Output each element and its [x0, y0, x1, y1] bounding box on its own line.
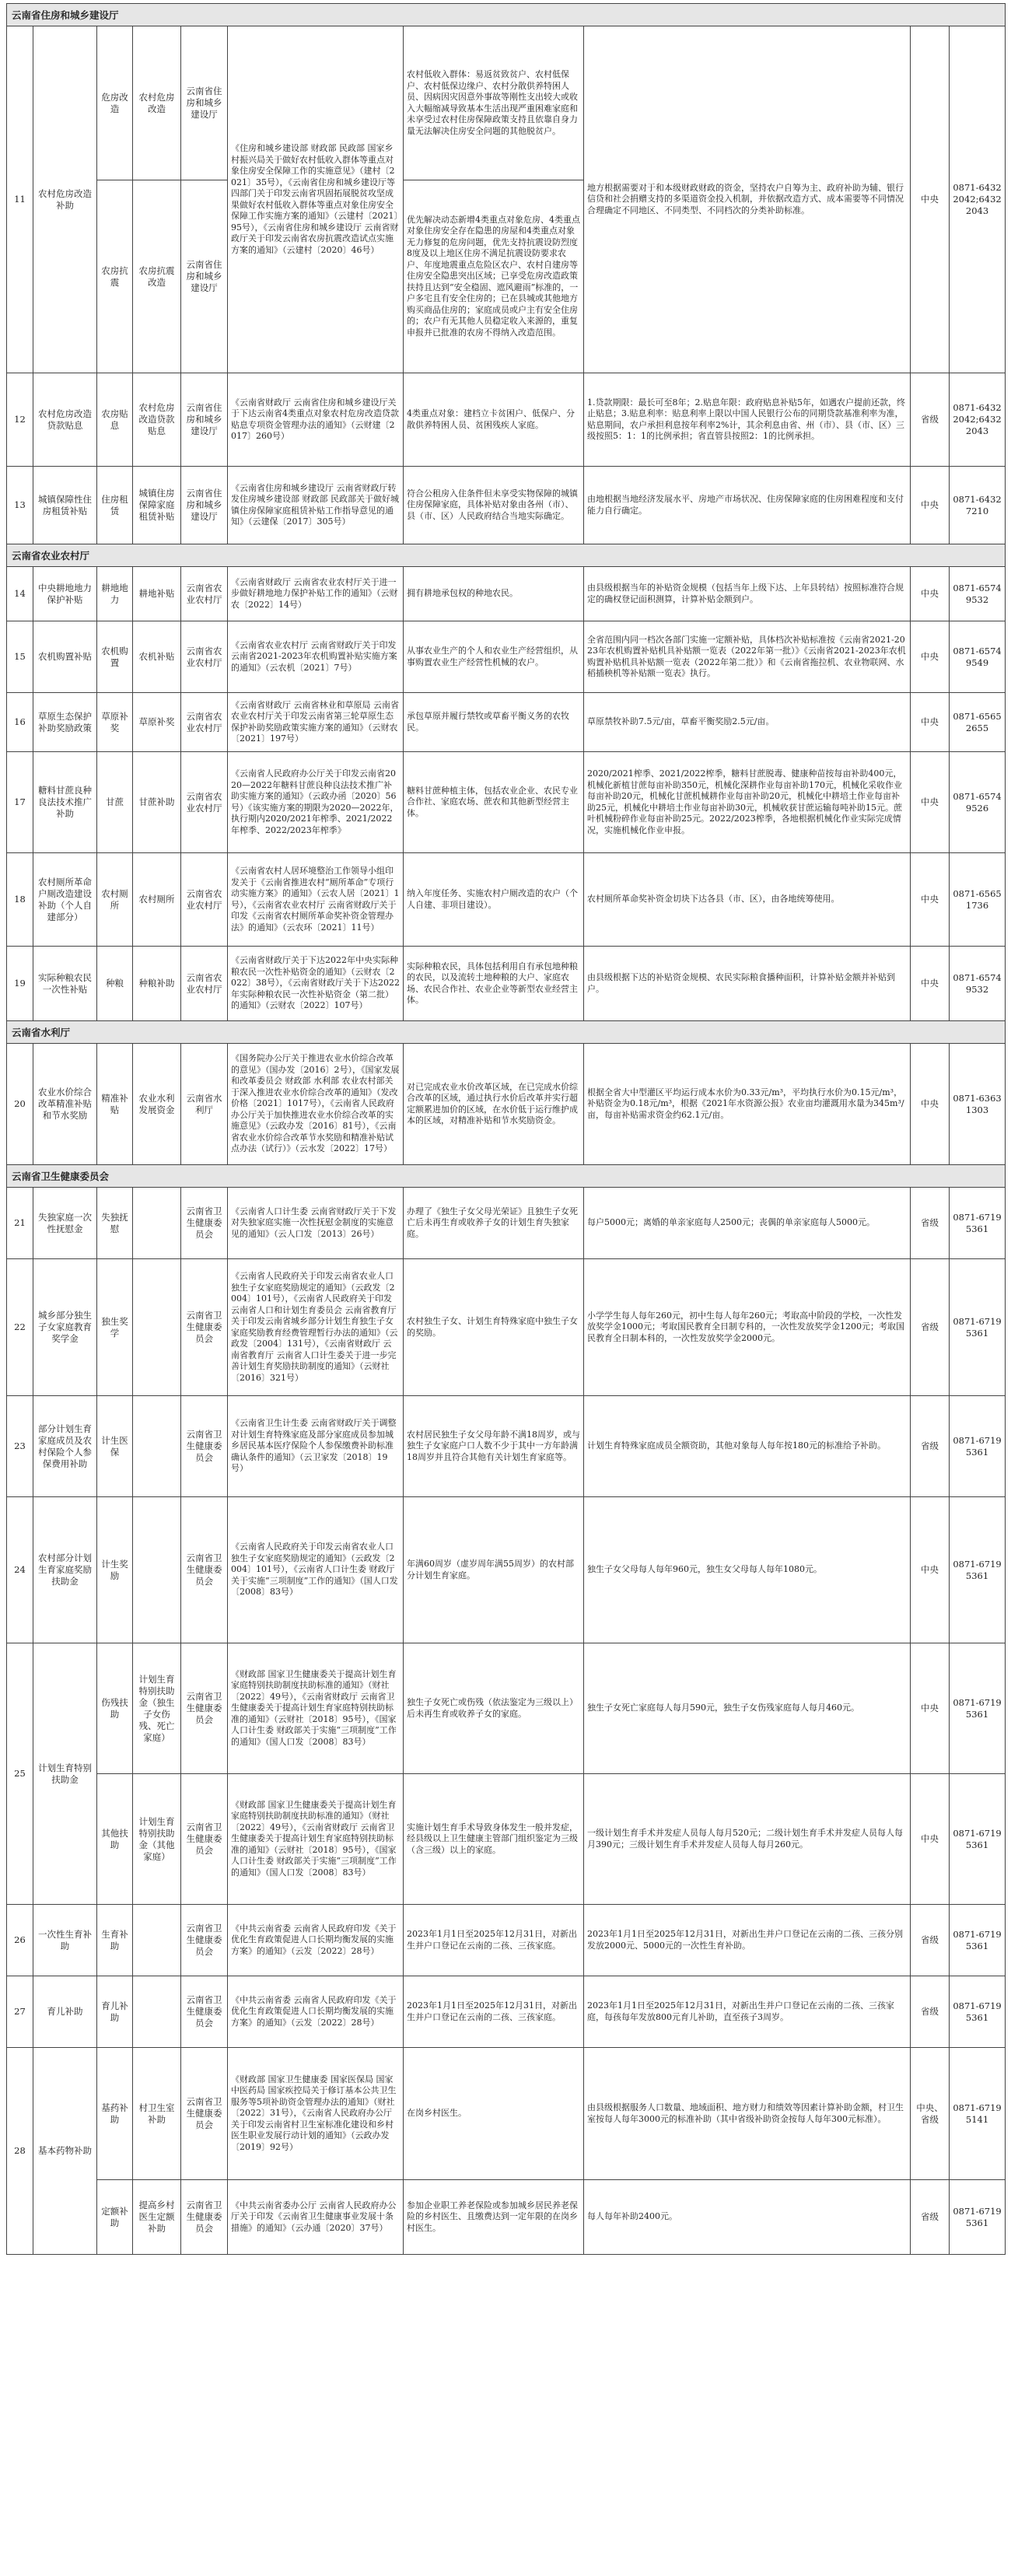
dept-header-row: [7, 544, 1006, 567]
contact-phone: 0871-67195361: [950, 1774, 1006, 1905]
sub-category: 育儿补助: [97, 1976, 133, 2048]
sub-category: 精准补贴: [97, 1044, 133, 1165]
dept-header: 云南省水利厅: [7, 1021, 1006, 1044]
contact-phone: 0871-67195361: [950, 2180, 1006, 2255]
sub-item: 计划生育特别扶助金（其他家庭）: [133, 1774, 181, 1905]
contact-phone: 0871-65651736: [950, 853, 1006, 947]
sub-category: 基药补助: [97, 2048, 133, 2180]
policy-basis: 《云南省人民政府关于印发云南省农业人口独生子女家庭奖励规定的通知》（云政发〔2004〕101号），《云南省人口计生委 财政厅关于实施“三项制度”工作的通知》（国人口发〔2008〕83号）: [228, 1497, 404, 1643]
row-number: 19: [7, 947, 33, 1021]
policy-basis: 《中共云南省委办公厅 云南省人民政府办公厅关于印发《云南省卫生健康事业发展十条措施》的通知》（云办通〔2020〕37号）: [228, 2180, 404, 2255]
sub-item: [133, 1905, 181, 1976]
department: 云南省住房和城乡建设厅: [181, 180, 228, 373]
item-name: 农机购置补贴: [33, 621, 97, 693]
contact-phone: 0871-65652655: [950, 693, 1006, 752]
department: 云南省卫生健康委员会: [181, 1774, 228, 1905]
contact-phone: 0871-67195361: [950, 1497, 1006, 1643]
table-row: [7, 1044, 1006, 1165]
target-object: 农村低收入群体：易返贫致贫户、农村低保户、农村低保边缘户、农村分散供养特困人员、因病因灾因意外事故等刚性支出较大或收入大幅缩减导致基本生活出现严重困难家庭和未享受过农村住房保障政策支持且依靠自身力量无法解决住房安全问题的其他脱贫户。: [404, 26, 584, 180]
subsidy-standard: 农村厕所革命奖补资金切块下达各县（市、区），由各地统筹使用。: [584, 853, 911, 947]
policy-basis: 《中共云南省委 云南省人民政府印发《关于优化生育政策促进人口长期均衡发展的实施方案》的通知》（云发〔2022〕28号）: [228, 1905, 404, 1976]
fund-level: 中央: [911, 693, 950, 752]
target-object: 2023年1月1日至2025年12月31日，对新出生并户口登记在云南的二孩、三孩家庭。: [404, 1976, 584, 2048]
target-object: 2023年1月1日至2025年12月31日，对新出生并户口登记在云南的二孩、三孩家庭。: [404, 1905, 584, 1976]
subsidy-standard: 小学学生每人每年260元，初中生每人每年260元；考取高中阶段的学校，一次性发放奖学金1000元；考取国民教育全日制专科的，一次性发放奖学金1200元；考取国民教育全日制本科的，一次性发放奖学金2000元。: [584, 1259, 911, 1396]
subsidy-standard: 全省范围内同一档次各部门实施一定额补贴，具体档次补贴标准按《云南省2021-2023年农机购置补贴机具补贴额一览表（2022年第一批）》《云南省2021-2023年农机购置补贴机具补贴额一览表（2022年第二批）》和《云南省拖拉机、农业物联网、水稻插秧机等补贴额一览表》执行。: [584, 621, 911, 693]
table-row: [7, 853, 1006, 947]
subsidy-standard: 2020/2021榨季、2021/2022榨季，糖料甘蔗脱毒、健康种苗按每亩补助400元，机械化新植甘蔗每亩补助350元，机械化深耕作业每亩补助170元，机械化采收作业每亩补助20元，机械化甘蔗机械耕作业每亩补助20元，机械化中耕培土作业每亩补助25元，机械化中耕培土作业每亩补助30元，机械收获甘蔗运输每吨补助15元。蔗叶机械粉碎作业每亩补助25元。2022/2023榨季，各地根据机械化作业实际完成情况，实施机械化作业申报。: [584, 752, 911, 853]
sub-category: 甘蔗: [97, 752, 133, 853]
subsidy-standard: 每户5000元；离婚的单亲家庭每人2500元；丧偶的单亲家庭每人5000元。: [584, 1188, 911, 1259]
contact-phone: 0871-67195361: [950, 1905, 1006, 1976]
target-object: 承包草原并履行禁牧或草畜平衡义务的农牧民。: [404, 693, 584, 752]
contact-phone: 0871-64327210: [950, 467, 1006, 544]
sub-item: 农村危房改造贷款贴息: [133, 373, 181, 467]
row-number: 20: [7, 1044, 33, 1165]
subsidy-standard: 根据全省大中型灌区平均运行成本水价为0.33元/m³，平均执行水价为0.15元/m³，补贴资金为0.18元/m³，根据《2021年水资源公报》农业亩均灌溉用水量为345m³/亩，每亩补贴需求资金约62.1元/亩。: [584, 1044, 911, 1165]
row-number: 14: [7, 567, 33, 621]
row-number: 26: [7, 1905, 33, 1976]
table-row: [7, 1774, 1006, 1905]
sub-item: 农业水利发展资金: [133, 1044, 181, 1165]
department: 云南省卫生健康委员会: [181, 1259, 228, 1396]
subsidy-standard: 由县级根据下达的补贴资金规模、农民实际粮食播种面积，计算补贴金额并补贴到户。: [584, 947, 911, 1021]
target-object: 农村独生子女、计划生育特殊家庭中独生子女的奖励。: [404, 1259, 584, 1396]
table-row: [7, 373, 1006, 467]
sub-item: 计划生育特别扶助金（独生子女伤残、死亡家庭）: [133, 1643, 181, 1774]
department: 云南省农业农村厅: [181, 621, 228, 693]
row-number: 16: [7, 693, 33, 752]
target-object: 对已完成农业水价改革区域，在已完成水价综合改革的区域，通过执行水价后改革并实行超定额累进加价的区域，在水价低于运行维护成本的区域，对精准补贴和节水奖励资金。: [404, 1044, 584, 1165]
policy-basis: 《云南省农村人居环境整治工作领导小组印发关于《云南省推进农村“厕所革命”专项行动实施方案》的通知》（云农人居〔2021〕1号），《云南省农业农村厅 云南省财政厅关于印发《云南省农村厕所革命奖补资金管理办法》的通知》（云农环〔2021〕11号）: [228, 853, 404, 947]
fund-level: 省级: [911, 1976, 950, 2048]
table-row: [7, 1905, 1006, 1976]
target-object: 4类重点对象：建档立卡贫困户、低保户、分散供养特困人员、贫困残疾人家庭。: [404, 373, 584, 467]
sub-item: 城镇住房保障家庭租赁补贴: [133, 467, 181, 544]
fund-level: 中央: [911, 1643, 950, 1774]
policy-basis: 《云南省卫生计生委 云南省财政厅关于调整对计划生育特殊家庭及部分家庭成员参加城乡居民基本医疗保险个人参保缴费补助标准确认条件的通知》（云卫家发〔2018〕19号）: [228, 1396, 404, 1497]
sub-category: 农房抗震: [97, 180, 133, 373]
sub-category: 独生奖学: [97, 1259, 133, 1396]
target-object: 符合公租房入住条件但未享受实物保障的城镇住房保障家庭，具体补贴对象由各州（市）、县（市、区）人民政府结合当地实际确定。: [404, 467, 584, 544]
contact-phone: 0871-63631303: [950, 1044, 1006, 1165]
sub-item: 村卫生室补助: [133, 2048, 181, 2180]
contact-phone: 0871-67195361: [950, 1259, 1006, 1396]
subsidy-standard: 由地根据当地经济发展水平、房地产市场状况、住房保障家庭的住房困难程度和支付能力自行确定。: [584, 467, 911, 544]
target-object: 实际种粮农民，具体包括利用自有承包地种粮的农民，以及流转土地种粮的大户、家庭农场、农民合作社、农业企业等新型农业经营主体。: [404, 947, 584, 1021]
policy-basis: 《云南省人口计生委 云南省财政厅关于下发对失独家庭实施一次性抚慰金制度的实施意见的通知》（云人口发〔2013〕26号）: [228, 1188, 404, 1259]
dept-header-row: [7, 1165, 1006, 1188]
table-row: [7, 752, 1006, 853]
department: 云南省卫生健康委员会: [181, 1188, 228, 1259]
sub-category: 计生医保: [97, 1396, 133, 1497]
table-row: [7, 1643, 1006, 1774]
item-name: 中央耕地地力保护补贴: [33, 567, 97, 621]
table-row: [7, 1259, 1006, 1396]
dept-header: 云南省农业农村厅: [7, 544, 1006, 567]
item-name: 实际种粮农民一次性补贴: [33, 947, 97, 1021]
row-number: 22: [7, 1259, 33, 1396]
table-row: [7, 467, 1006, 544]
target-object: 拥有耕地承包权的种地农民。: [404, 567, 584, 621]
sub-item: 农房抗震改造: [133, 180, 181, 373]
fund-level: 中央: [911, 621, 950, 693]
item-name: 育儿补助: [33, 1976, 97, 2048]
row-number: 28: [7, 2048, 33, 2255]
sub-item: [133, 1497, 181, 1643]
department: 云南省住房和城乡建设厅: [181, 373, 228, 467]
contact-phone: 0871-64322042;64322043: [950, 373, 1006, 467]
row-number: 17: [7, 752, 33, 853]
table-row: [7, 947, 1006, 1021]
subsidy-standard: 1.贷款期限：最长可至8年；2.贴息年限：政府贴息补贴5年，如遇农户提前还款，终止贴息；3.贴息利率：贴息利率上限以中国人民银行公布的同期贷款基准利率为准，贴息期间，农户承担利息按年利率2%计，其余利息由省、州（市）、县（市、区）三级按照5：1：1的比例承担；省直管县按照2：1的比例承担。: [584, 373, 911, 467]
contact-phone: 0871-67195141: [950, 2048, 1006, 2180]
sub-category: 危房改造: [97, 26, 133, 180]
sub-category: 住房租赁: [97, 467, 133, 544]
fund-level: 中央: [911, 1774, 950, 1905]
row-number: 15: [7, 621, 33, 693]
department: 云南省水利厅: [181, 1044, 228, 1165]
table-row: [7, 693, 1006, 752]
target-object: 糖料甘蔗种植主体，包括农业企业、农民专业合作社、家庭农场、蔗农和其他新型经营主体。: [404, 752, 584, 853]
sub-category: 农机购置: [97, 621, 133, 693]
policy-table-wrapper: [6, 3, 1005, 2255]
subsidy-standard: 计划生育特殊家庭成员全额资助，其他对象每人每年按180元的标准给予补助。: [584, 1396, 911, 1497]
department: 云南省住房和城乡建设厅: [181, 26, 228, 180]
fund-level: 中央: [911, 1044, 950, 1165]
table-row: [7, 2048, 1006, 2180]
row-number: 25: [7, 1643, 33, 1905]
sub-category: 种粮: [97, 947, 133, 1021]
table-row: [7, 26, 1006, 180]
department: 云南省农业农村厅: [181, 567, 228, 621]
sub-item: 耕地补贴: [133, 567, 181, 621]
fund-level: 中央: [911, 567, 950, 621]
target-object: 在岗乡村医生。: [404, 2048, 584, 2180]
sub-category: 农村厕所: [97, 853, 133, 947]
policy-basis: 《财政部 国家卫生健康委关于提高计划生育家庭特别扶助制度扶助标准的通知》（财社〔2022〕49号），《云南省财政厅 云南省卫生健康委关于提高计划生育家庭特别扶助标准的通知》（云财社〔2018〕95号），《国家人口计生委 财政部关于实施“三项制度”工作的通知》（国人口发〔2008〕83号）: [228, 1774, 404, 1905]
contact-phone: 0871-64322042;64322043: [950, 26, 1006, 373]
sub-item: [133, 1396, 181, 1497]
sub-item: [133, 1259, 181, 1396]
sub-item: 草原补奖: [133, 693, 181, 752]
target-object: 从事农业生产的个人和农业生产经营组织，从事购置农业生产经营性机械的农户。: [404, 621, 584, 693]
contact-phone: 0871-67195361: [950, 1643, 1006, 1774]
fund-level: 中央、省级: [911, 2048, 950, 2180]
fund-level: 中央: [911, 26, 950, 373]
policy-basis: 《云南省财政厅关于下达2022年中央实际种粮农民一次性补贴资金的通知》（云财农〔2022〕38号），《云南省财政厅关于下达2022年实际种粮农民一次性补贴资金（第二批）的通知》（云财农〔2022〕107号）: [228, 947, 404, 1021]
contact-phone: 0871-67195361: [950, 1396, 1006, 1497]
table-row: [7, 1976, 1006, 2048]
fund-level: 省级: [911, 2180, 950, 2255]
item-name: 农业水价综合改革精准补贴和节水奖励: [33, 1044, 97, 1165]
sub-category: 计生奖励: [97, 1497, 133, 1643]
sub-category: 失独抚慰: [97, 1188, 133, 1259]
department: 云南省卫生健康委员会: [181, 2048, 228, 2180]
policy-basis: 《云南省人民政府办公厅关于印发云南省2020—2022年糖料甘蔗良种良法技术推广补助实施方案的通知》（云政办函〔2020〕56号）《该实施方案的期限为2020—2022年，执行期内2020/2021年榨季、2021/2022年榨季、2022/2023年榨季》: [228, 752, 404, 853]
sub-item: 农村厕所: [133, 853, 181, 947]
table-row: [7, 1396, 1006, 1497]
contact-phone: 0871-65749532: [950, 947, 1006, 1021]
sub-item: [133, 1976, 181, 2048]
fund-level: 中央: [911, 947, 950, 1021]
sub-item: 种粮补助: [133, 947, 181, 1021]
contact-phone: 0871-65749532: [950, 567, 1006, 621]
policy-basis: 《国务院办公厅关于推进农业水价综合改革的意见》（国办发〔2016〕2号），《国家发展和改革委员会 财政部 水利部 农业农村部关于深入推进农业水价综合改革的通知》（发改价格〔2021〕1017号），《云南省人民政府办公厅关于加快推进农业水价综合改革的实施意见》（云政办发〔2016〕81号），《云南省农业水价综合改革节水奖励和精准补贴试点办法（试行）》（云水发〔2022〕17号）: [228, 1044, 404, 1165]
item-name: 农村危房改造贷款贴息: [33, 373, 97, 467]
item-name: 农村厕所革命户厕改造建设补助（个人自建部分）: [33, 853, 97, 947]
dept-header: 云南省住房和城乡建设厅: [7, 4, 1006, 26]
item-name: 失独家庭一次性抚慰金: [33, 1188, 97, 1259]
sub-category: 其他扶助: [97, 1774, 133, 1905]
row-number: 13: [7, 467, 33, 544]
fund-level: 中央: [911, 1497, 950, 1643]
department: 云南省卫生健康委员会: [181, 2180, 228, 2255]
target-object: 优先解决动态新增4类重点对象危房、4类重点对象住房安全存在隐患的房屋和4类重点对象无力修复的危房问题，优先支持抗震设防烈度8度及以上地区住房不满足抗震设防要求农户、年度地震重点危险区农户、农村自建房等住房安全隐患突出区域；已享受危房改造政策扶持且达到“安全稳固、遮风避雨”标准的，一户多宅且有安全住房的；已在县城或其他地方购买商品住房的；家庭成员或户主有安全住房的；农户有无其他人员稳定收入来源的，重复申报并已批准的农房不得纳入改造范围。: [404, 180, 584, 373]
item-name: 农村部分计划生育家庭奖励扶助金: [33, 1497, 97, 1643]
fund-level: 省级: [911, 373, 950, 467]
department: 云南省卫生健康委员会: [181, 1643, 228, 1774]
item-name: 草原生态保护补助奖励政策: [33, 693, 97, 752]
table-row: [7, 1188, 1006, 1259]
department: 云南省农业农村厅: [181, 853, 228, 947]
dept-header: 云南省卫生健康委员会: [7, 1165, 1006, 1188]
subsidy-standard: 地方根据需要对于和本级财政财政的资金，坚持农户自筹为主、政府补助为辅、银行信贷和社会捐赠支持的多渠道资金投入机制，并依据改造方式、成本需要等不同情况合理确定不同地区、不同类型、不同档次的分类补助标准。: [584, 26, 911, 373]
subsidy-policy-table: [6, 3, 1006, 2255]
contact-phone: 0871-67195361: [950, 1976, 1006, 2048]
row-number: 21: [7, 1188, 33, 1259]
table-row: [7, 1497, 1006, 1643]
department: 云南省农业农村厅: [181, 947, 228, 1021]
target-object: 办理了《独生子女父母光荣证》且独生子女死亡后未再生育或收养子女的计划生育失独家庭。: [404, 1188, 584, 1259]
row-number: 27: [7, 1976, 33, 2048]
fund-level: 中央: [911, 752, 950, 853]
fund-level: 省级: [911, 1396, 950, 1497]
target-object: 参加企业职工养老保险或参加城乡居民养老保险的乡村医生、且缴费达到一定年限的在岗乡村医生。: [404, 2180, 584, 2255]
sub-item: 农村危房改造: [133, 26, 181, 180]
table-row: [7, 567, 1006, 621]
department: 云南省卫生健康委员会: [181, 1497, 228, 1643]
item-name: 一次性生育补助: [33, 1905, 97, 1976]
subsidy-standard: 草原禁牧补助7.5元/亩，草畜平衡奖励2.5元/亩。: [584, 693, 911, 752]
target-object: 实施计划生育手术导致身体发生一般并发症，经县级以上卫生健康主管部门组织鉴定为三级（含三级）以上的家庭。: [404, 1774, 584, 1905]
dept-header-row: [7, 1021, 1006, 1044]
policy-basis: 《财政部 国家卫生健康委 国家医保局 国家中医药局 国家疾控局关于修订基本公共卫生服务等5项补助资金管理办法的通知》（财社〔2022〕31号），《云南省人民政府办公厅关于印发云南省村卫生室标准化建设和乡村医生职业发展行动计划的通知》（云政办发〔2019〕92号）: [228, 2048, 404, 2180]
table-row: [7, 2180, 1006, 2255]
row-number: 11: [7, 26, 33, 373]
contact-phone: 0871-65749549: [950, 621, 1006, 693]
fund-level: 省级: [911, 1188, 950, 1259]
contact-phone: 0871-67195361: [950, 1188, 1006, 1259]
item-name: 城乡部分独生子女家庭教育奖学金: [33, 1259, 97, 1396]
row-number: 12: [7, 373, 33, 467]
item-name: 农村危房改造补助: [33, 26, 97, 373]
fund-level: 省级: [911, 1905, 950, 1976]
dept-header-row: [7, 4, 1006, 26]
subsidy-standard: 2023年1月1日至2025年12月31日，对新出生并户口登记在云南的二孩、三孩分别发放2000元、5000元的一次性生育补助。: [584, 1905, 911, 1976]
subsidy-standard: 独生子女父母每人每年960元，独生女父母每人每年1080元。: [584, 1497, 911, 1643]
subsidy-standard: 2023年1月1日至2025年12月31日，对新出生并户口登记在云南的二孩、三孩家庭，每孩每年发放800元育儿补助，直至孩子3周岁。: [584, 1976, 911, 2048]
policy-basis: 《住房和城乡建设部 财政部 民政部 国家乡村振兴局关于做好农村低收入群体等重点对象住房安全保障工作的实施意见》（建村〔2021〕35号），《云南省住房和城乡建设厅等四部门关于印发云南省巩固拓展脱贫攻坚成果做好农村低收入群体等重点对象住房安全保障工作实施方案的通知》（云建村〔2021〕95号），《云南省住房和城乡建设厅 云南省财政厅关于印发云南省农房抗震改造试点实施方案的通知》（云建村〔2020〕46号）: [228, 26, 404, 373]
sub-category: 耕地地力: [97, 567, 133, 621]
sub-item: [133, 1188, 181, 1259]
policy-basis: 《云南省农业农村厅 云南省财政厅关于印发云南省2021-2023年农机购置补贴实施方案的通知》（云农机〔2021〕7号）: [228, 621, 404, 693]
target-object: 年满60周岁（虚岁周年满55周岁）的农村部分计划生育家庭。: [404, 1497, 584, 1643]
policy-basis: 《云南省人民政府关于印发云南省农业人口独生子女家庭奖励规定的通知》（云政发〔2004〕101号），《云南省人民政府关于印发云南省人口和计划生育委员会 云南省教育厅关于印发云南省城乡部分计划生育独生子女家庭奖励教育经费管理暂行办法的通知》（云政发〔2004〕131号），《云南省财政厅 云南省教育厅 云南省人口计生委关于进一步完善计划生育奖励扶助制度的通知》（云财社〔2016〕321号）: [228, 1259, 404, 1396]
row-number: 24: [7, 1497, 33, 1643]
department: 云南省农业农村厅: [181, 693, 228, 752]
policy-basis: 《云南省住房和城乡建设厅 云南省财政厅转发住房城乡建设部 财政部 民政部关于做好城镇住房保障家庭租赁补贴工作指导意见的通知》（云建保〔2017〕305号）: [228, 467, 404, 544]
target-object: 独生子女死亡或伤残（依法鉴定为三级以上）后未再生育或收养子女的家庭。: [404, 1643, 584, 1774]
department: 云南省卫生健康委员会: [181, 1976, 228, 2048]
target-object: 农村居民独生子女父母年龄不满18周岁，或与独生子女家庭户口人数不少于其中一方年龄满18周岁并且符合其他有关计划生育家庭等。: [404, 1396, 584, 1497]
sub-category: 农房贴息: [97, 373, 133, 467]
sub-item: 甘蔗补助: [133, 752, 181, 853]
sub-item: 农机补贴: [133, 621, 181, 693]
fund-level: 省级: [911, 1259, 950, 1396]
policy-basis: 《云南省财政厅 云南省住房和城乡建设厅关于下达云南省4类重点对象农村危房改造贷款贴息专项资金管理办法的通知》（云财建〔2017〕260号）: [228, 373, 404, 467]
department: 云南省卫生健康委员会: [181, 1905, 228, 1976]
contact-phone: 0871-65749526: [950, 752, 1006, 853]
target-object: 纳入年度任务、实施农村户厕改造的农户（个人自建、非项目建设）。: [404, 853, 584, 947]
item-name: 糖料甘蔗良种良法技术推广补助: [33, 752, 97, 853]
subsidy-standard: 由县级根据当年的补贴资金规模（包括当年上级下达、上年县转结）按照标准符合规定的确权登记面积测算，计算补贴金额到户。: [584, 567, 911, 621]
item-name: 计划生育特别扶助金: [33, 1643, 97, 1905]
sub-category: 生育补助: [97, 1905, 133, 1976]
table-row: [7, 621, 1006, 693]
row-number: 23: [7, 1396, 33, 1497]
item-name: 城镇保障性住房租赁补贴: [33, 467, 97, 544]
fund-level: 中央: [911, 853, 950, 947]
policy-basis: 《云南省财政厅 云南省农业农村厅关于进一步做好耕地地力保护补贴工作的通知》（云财农〔2022〕14号）: [228, 567, 404, 621]
fund-level: 中央: [911, 467, 950, 544]
subsidy-standard: 独生子女死亡家庭每人每月590元，独生子女伤残家庭每人每月460元。: [584, 1643, 911, 1774]
policy-basis: 《财政部 国家卫生健康委关于提高计划生育家庭特别扶助制度扶助标准的通知》（财社〔2022〕49号），《云南省财政厅 云南省卫生健康委关于提高计划生育家庭特别扶助标准的通知》（云财社〔2018〕95号），《国家人口计生委 财政部关于实施“三项制度”工作的通知》（国人口发〔2008〕83号）: [228, 1643, 404, 1774]
subsidy-standard: 一级计划生育手术并发症人员每人每月520元；二级计划生育手术并发症人员每人每月390元；三级计划生育手术并发症人员每人每月260元。: [584, 1774, 911, 1905]
sub-category: 伤残扶助: [97, 1643, 133, 1774]
department: 云南省农业农村厅: [181, 752, 228, 853]
department: 云南省住房和城乡建设厅: [181, 467, 228, 544]
sub-category: 草原补奖: [97, 693, 133, 752]
department: 云南省卫生健康委员会: [181, 1396, 228, 1497]
row-number: 18: [7, 853, 33, 947]
policy-basis: 《中共云南省委 云南省人民政府印发《关于优化生育政策促进人口长期均衡发展的实施方案》的通知》（云发〔2022〕28号）: [228, 1976, 404, 2048]
subsidy-standard: 每人每年补助2400元。: [584, 2180, 911, 2255]
item-name: 基本药物补助: [33, 2048, 97, 2255]
subsidy-standard: 由县级根据服务人口数量、地域面积、地方财力和绩效等因素计算补助金额，村卫生室按每人每年3000元的标准补助（其中省级补助资金按每人每年300元标准）。: [584, 2048, 911, 2180]
policy-basis: 《云南省财政厅 云南省林业和草原局 云南省农业农村厅关于印发云南省第三轮草原生态保护补助奖励政策实施方案的通知》（云财农〔2021〕197号）: [228, 693, 404, 752]
sub-category: 定额补助: [97, 2180, 133, 2255]
sub-item: 提高乡村医生定额补助: [133, 2180, 181, 2255]
item-name: 部分计划生育家庭成员及农村保险个人参保费用补助: [33, 1396, 97, 1497]
